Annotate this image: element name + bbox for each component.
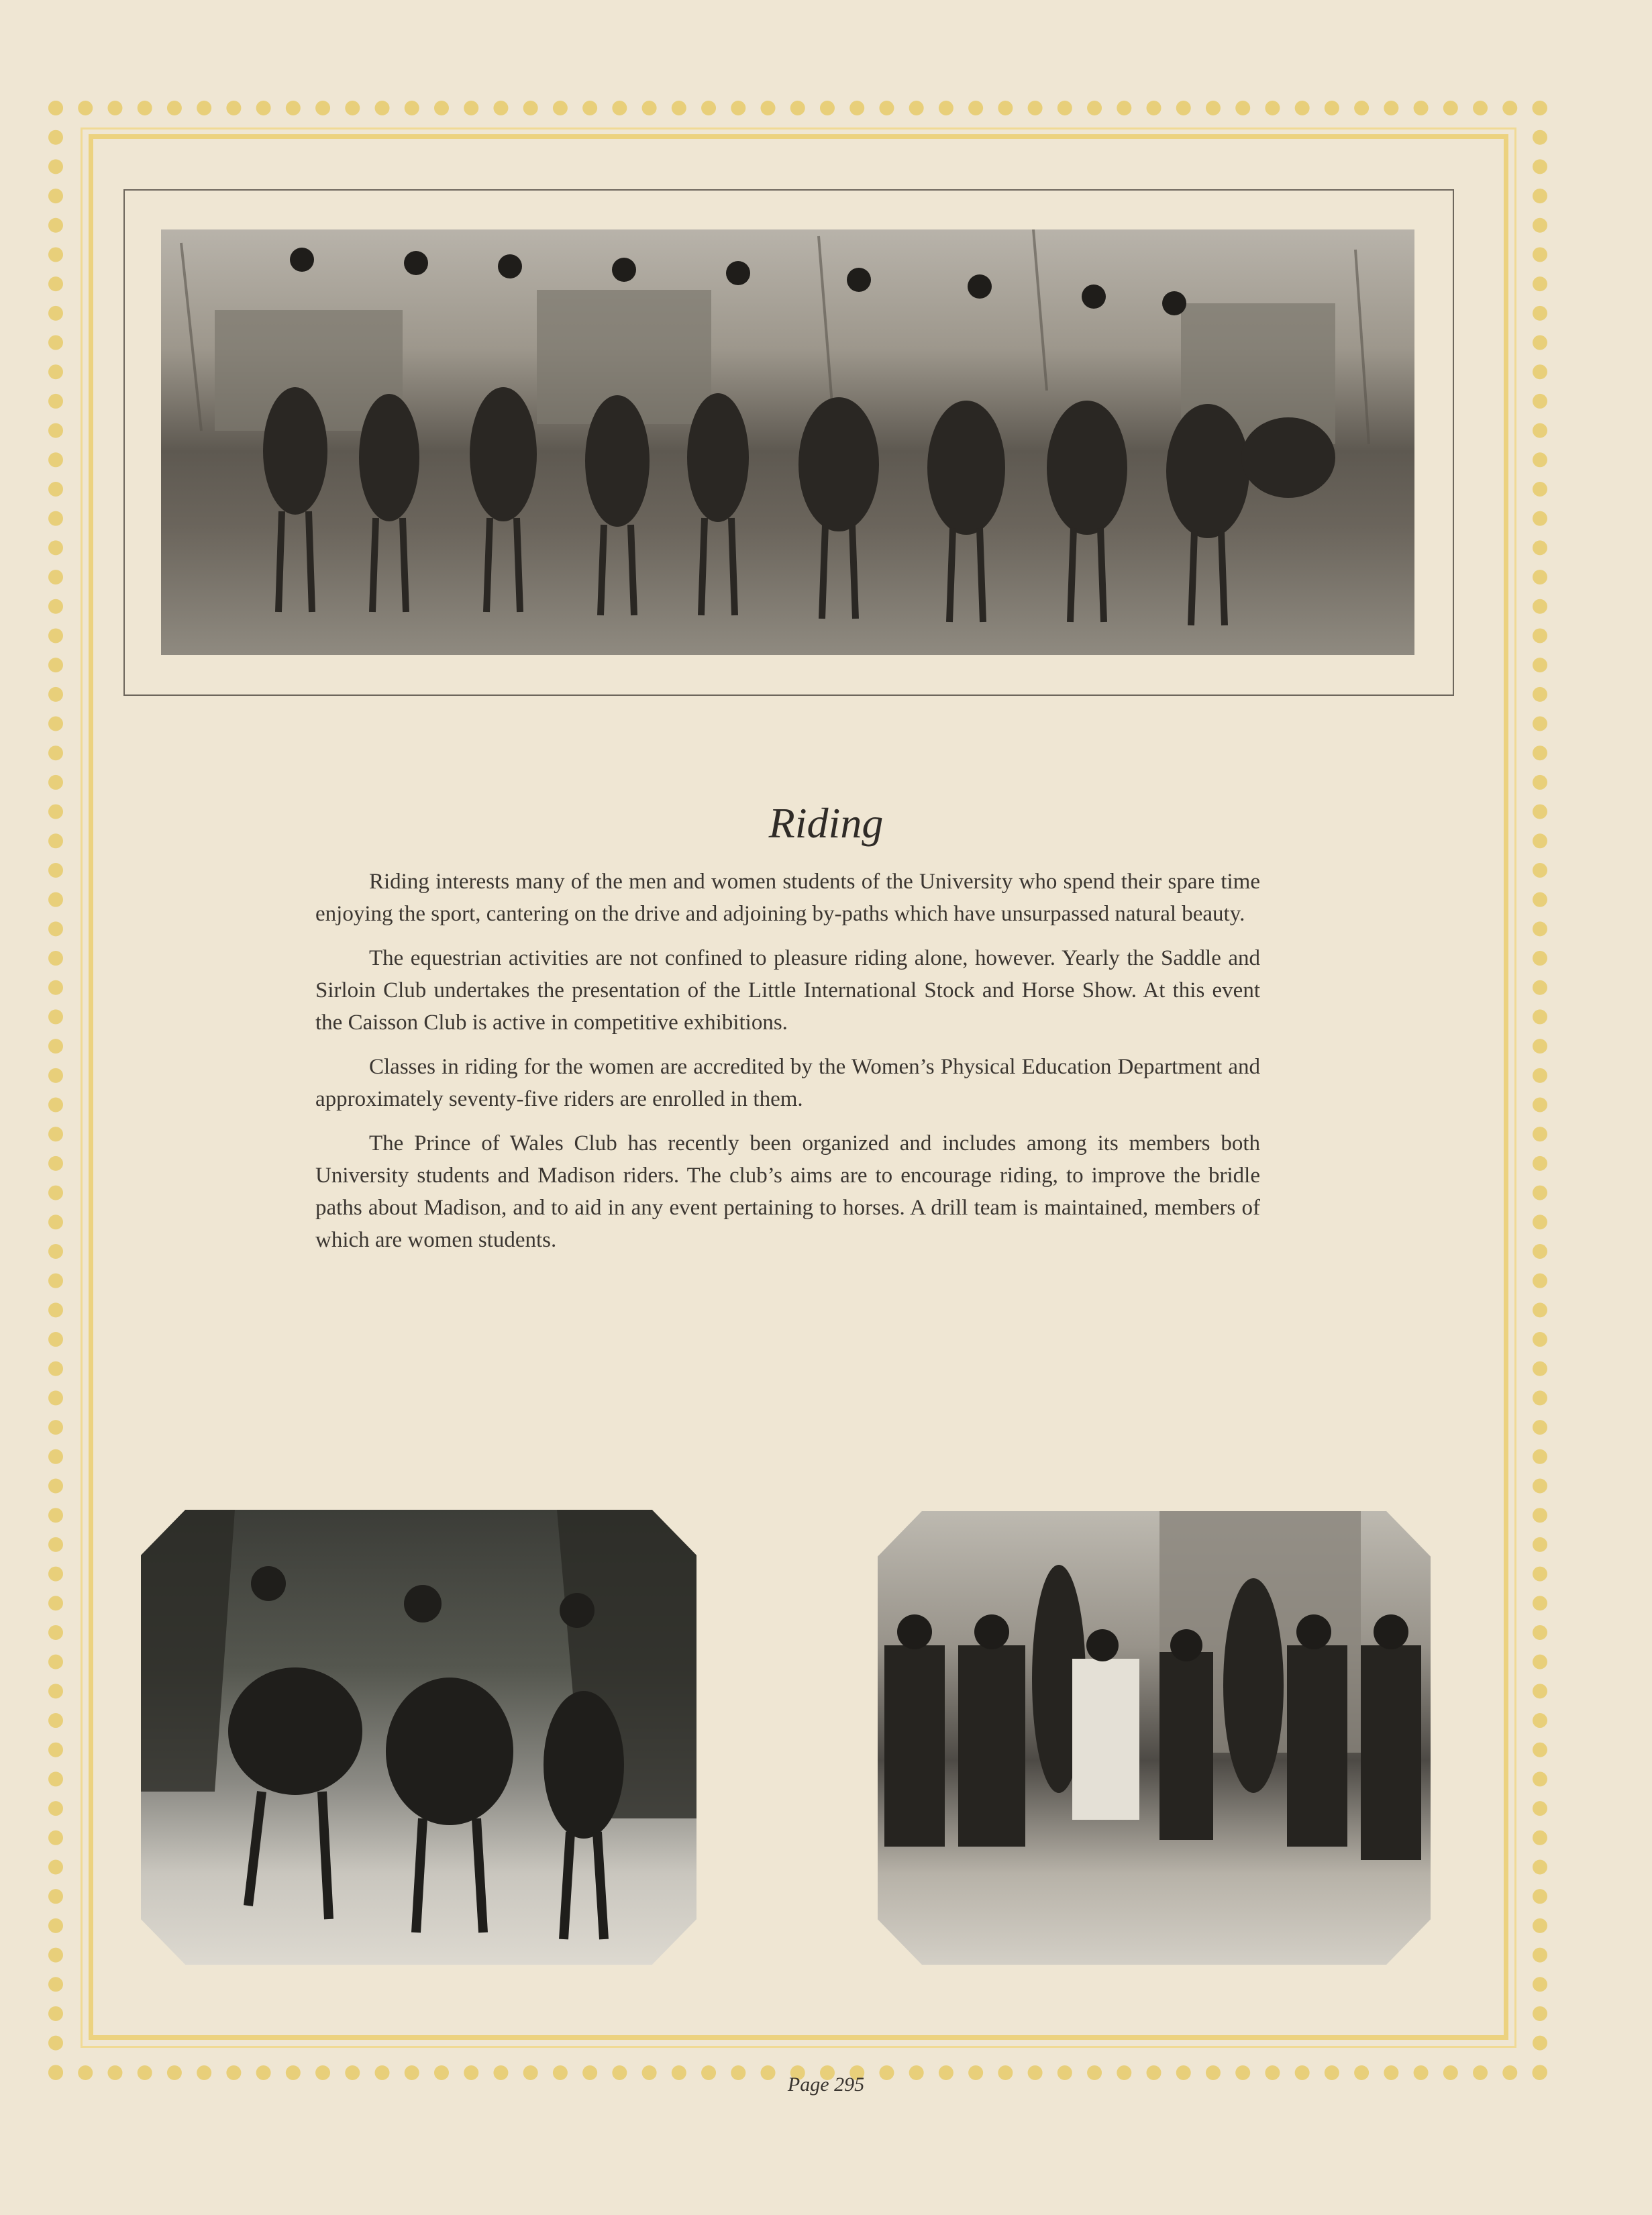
paragraph-2: The equestrian activities are not confined to pleasure riding alone, however. Yearly the Saddle and Sirloin Club undertakes the presentation of the Little International Stock and Horse Show. At this event the Caisson Club is active in competitive exhibitions. — [315, 946, 1260, 1035]
riders-with-horses-photo — [878, 1511, 1431, 1965]
article-body — [315, 866, 1260, 1268]
paragraph-1: Riding interests many of the men and women students of the University who spend their spare time enjoying the sport, cantering on the drive and adjoining by-paths which have unsurpassed natural beauty. — [315, 870, 1260, 926]
paragraph-3: Classes in riding for the women are accredited by the Women’s Physical Education Department and approximately seventy-five riders are enrolled in them. — [315, 1055, 1260, 1111]
riders-on-horseback-photo — [161, 229, 1414, 655]
paragraph-4: The Prince of Wales Club has recently been organized and includes among its members both University students and Madison riders. The club’s aims are to encourage riding, to improve the bridle paths about Madison, and to aid in any event pertaining to horses. A drill team is maintained, members of which are women students. — [315, 1131, 1260, 1252]
page-title: Riding — [768, 799, 884, 847]
riders-in-snow-photo — [141, 1510, 696, 1965]
page-number: Page 295 — [787, 2073, 865, 2096]
